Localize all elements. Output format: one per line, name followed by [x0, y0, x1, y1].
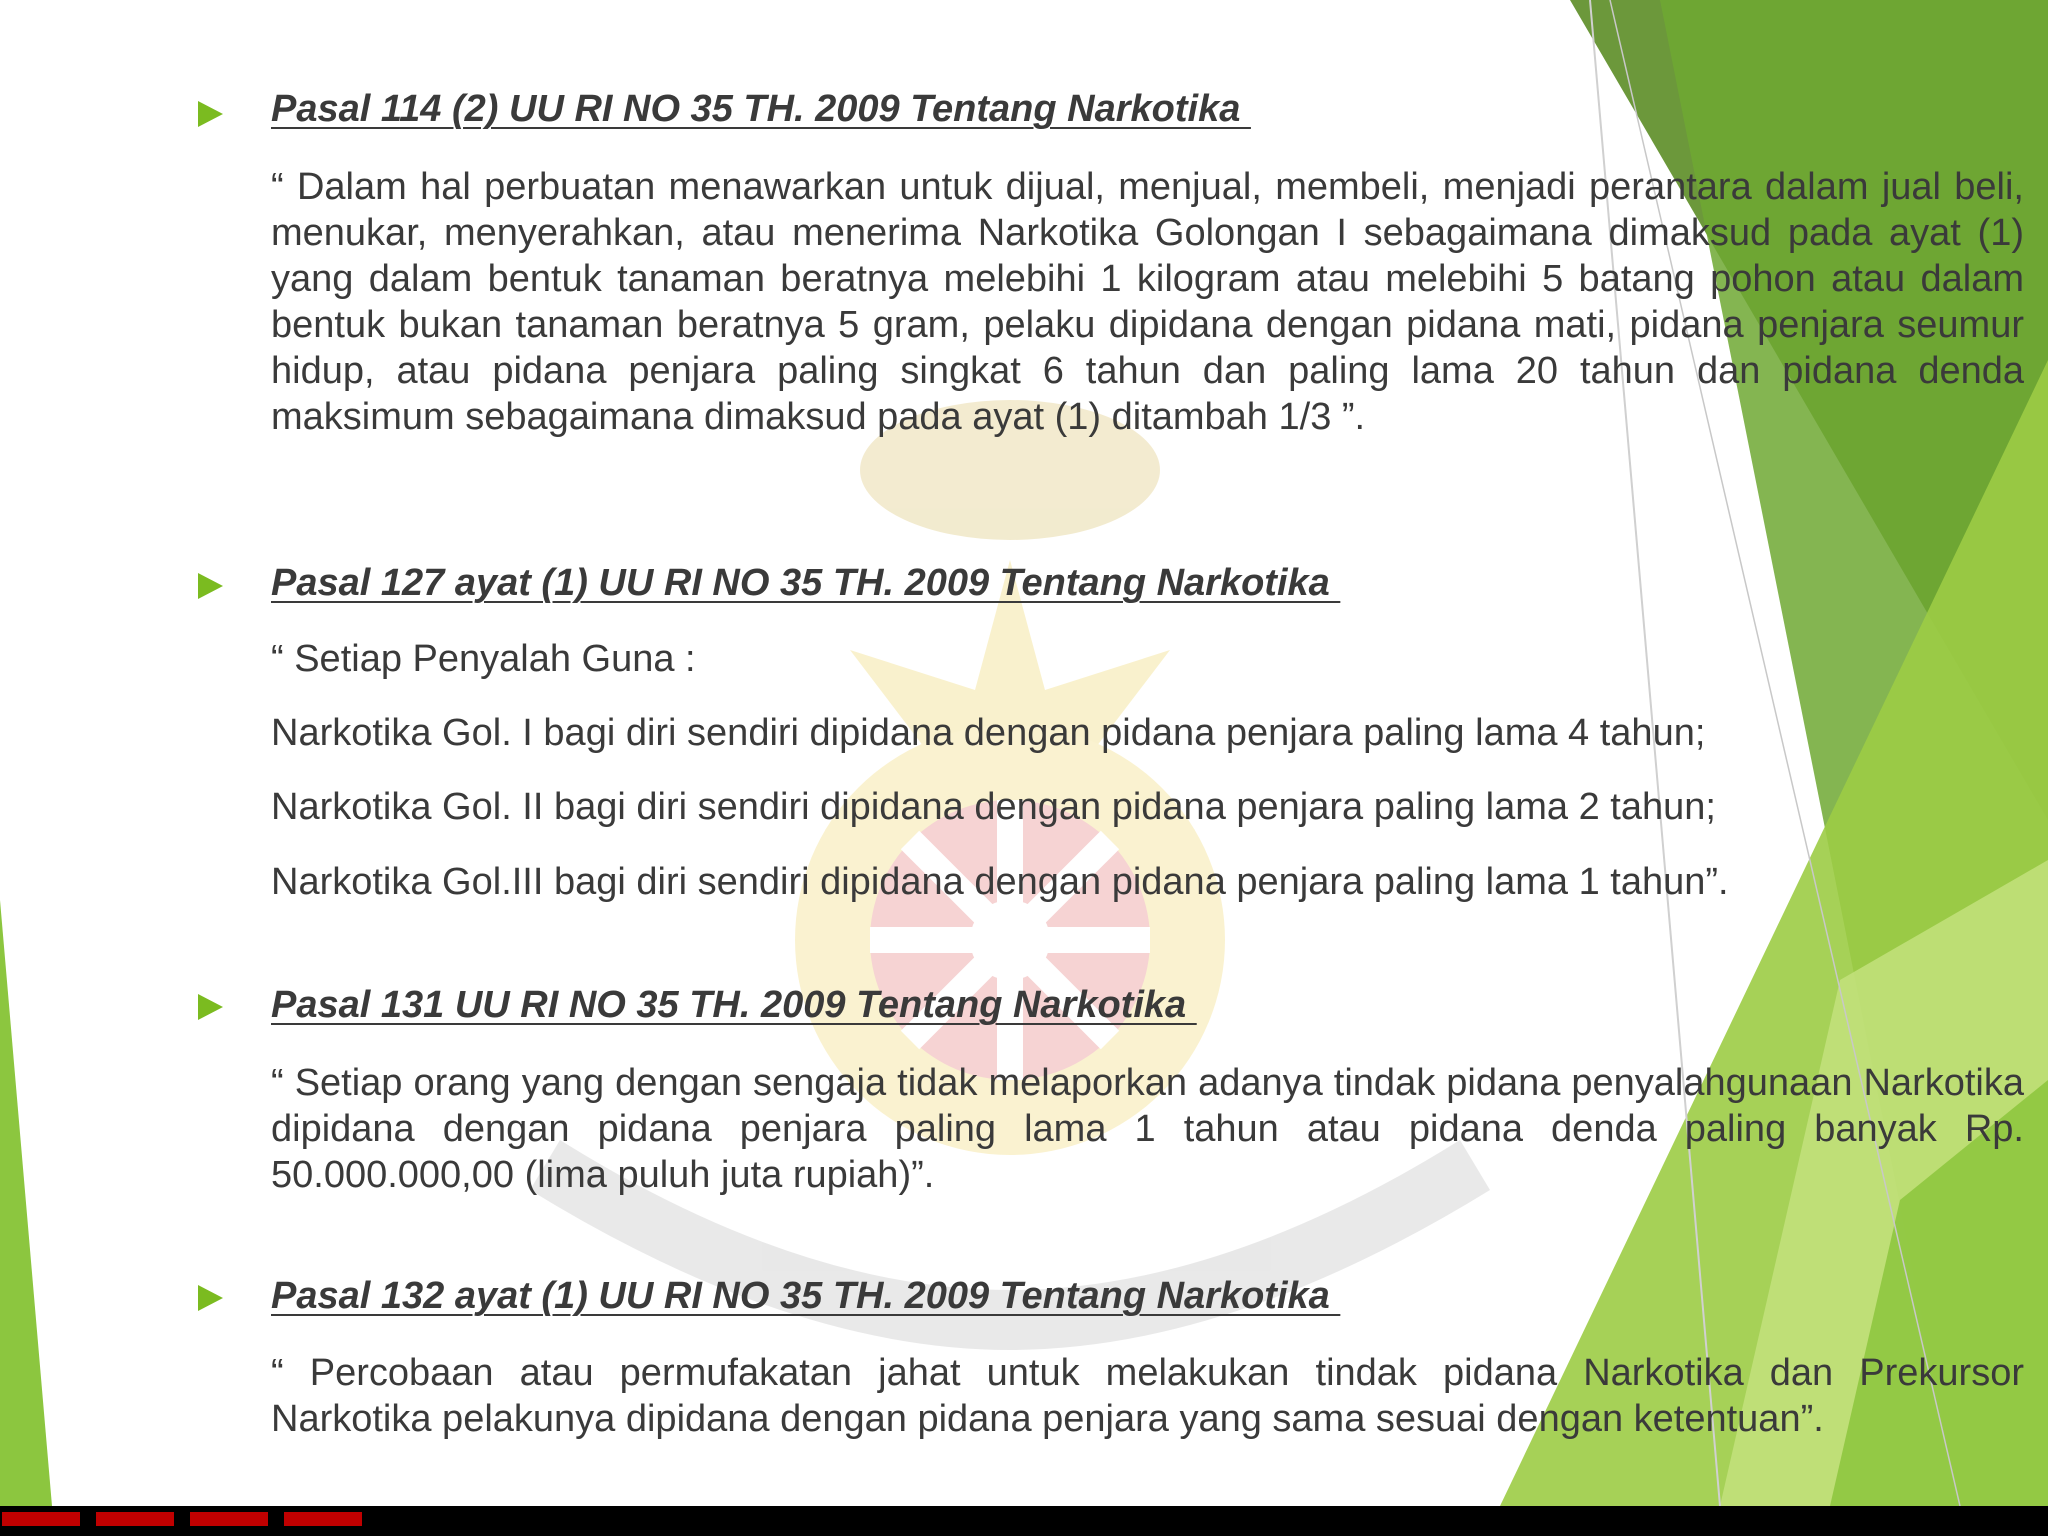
bullet-arrow-icon — [198, 1285, 223, 1311]
footer-red-segment — [2, 1512, 80, 1526]
bullet-arrow-icon — [198, 573, 223, 599]
section-line: Narkotika Gol. I bagi diri sendiri dipidana dengan pidana penjara paling lama 4 tahun; — [271, 712, 1706, 754]
bullet-arrow-icon — [198, 101, 223, 127]
footer-red-segment — [284, 1512, 362, 1526]
section-line: Narkotika Gol. II bagi diri sendiri dipidana dengan pidana penjara paling lama 2 tahun; — [271, 786, 1716, 828]
section-body: “ Dalam hal perbuatan menawarkan untuk dijual, menjual, membeli, menjadi perantara dalam jual beli, menukar, menyerahkan, atau menerima Narkotika Golongan I sebagaimana dimaksud pada ayat (1) yang dalam bentuk tanaman beratnya melebihi 1 kilogram atau melebihi 5 batang pohon atau dalam bentuk bukan tanaman beratnya 5 gram, pelaku dipidana dengan pidana mati, pidana penjara seumur hidup, atau pidana penjara paling singkat 6 tahun dan paling lama 20 tahun dan pidana denda maksimum sebagaimana dimaksud pada ayat (1) ditambah 1/3 ”. — [271, 166, 2024, 438]
section-heading: Pasal 127 ayat (1) UU RI NO 35 TH. 2009 Tentang Narkotika — [271, 562, 1341, 604]
section-heading: Pasal 131 UU RI NO 35 TH. 2009 Tentang Narkotika — [271, 984, 1197, 1026]
section-line: “ Setiap Penyalah Guna : — [271, 638, 696, 680]
section-body: “ Percobaan atau permufakatan jahat untuk melakukan tindak pidana Narkotika dan Prekursor Narkotika pelakunya dipidana dengan pidana penjara yang sama sesuai dengan ketentuan”. — [271, 1352, 2024, 1440]
section-body: “ Setiap orang yang dengan sengaja tidak melaporkan adanya tindak pidana penyalahgunaan Narkotika dipidana dengan pidana penjara paling lama 1 tahun atau pidana denda paling banyak Rp. 50.000.000,00 (lima puluh juta rupiah)”. — [271, 1062, 2024, 1196]
section-line: Narkotika Gol.III bagi diri sendiri dipidana dengan pidana penjara paling lama 1 tahun”. — [271, 861, 1729, 903]
section-heading: Pasal 114 (2) UU RI NO 35 TH. 2009 Tentang Narkotika — [271, 88, 1251, 130]
footer-red-segment — [190, 1512, 268, 1526]
bullet-arrow-icon — [198, 994, 223, 1020]
footer-red-segment — [96, 1512, 174, 1526]
section-heading: Pasal 132 ayat (1) UU RI NO 35 TH. 2009 Tentang Narkotika — [271, 1275, 1341, 1317]
